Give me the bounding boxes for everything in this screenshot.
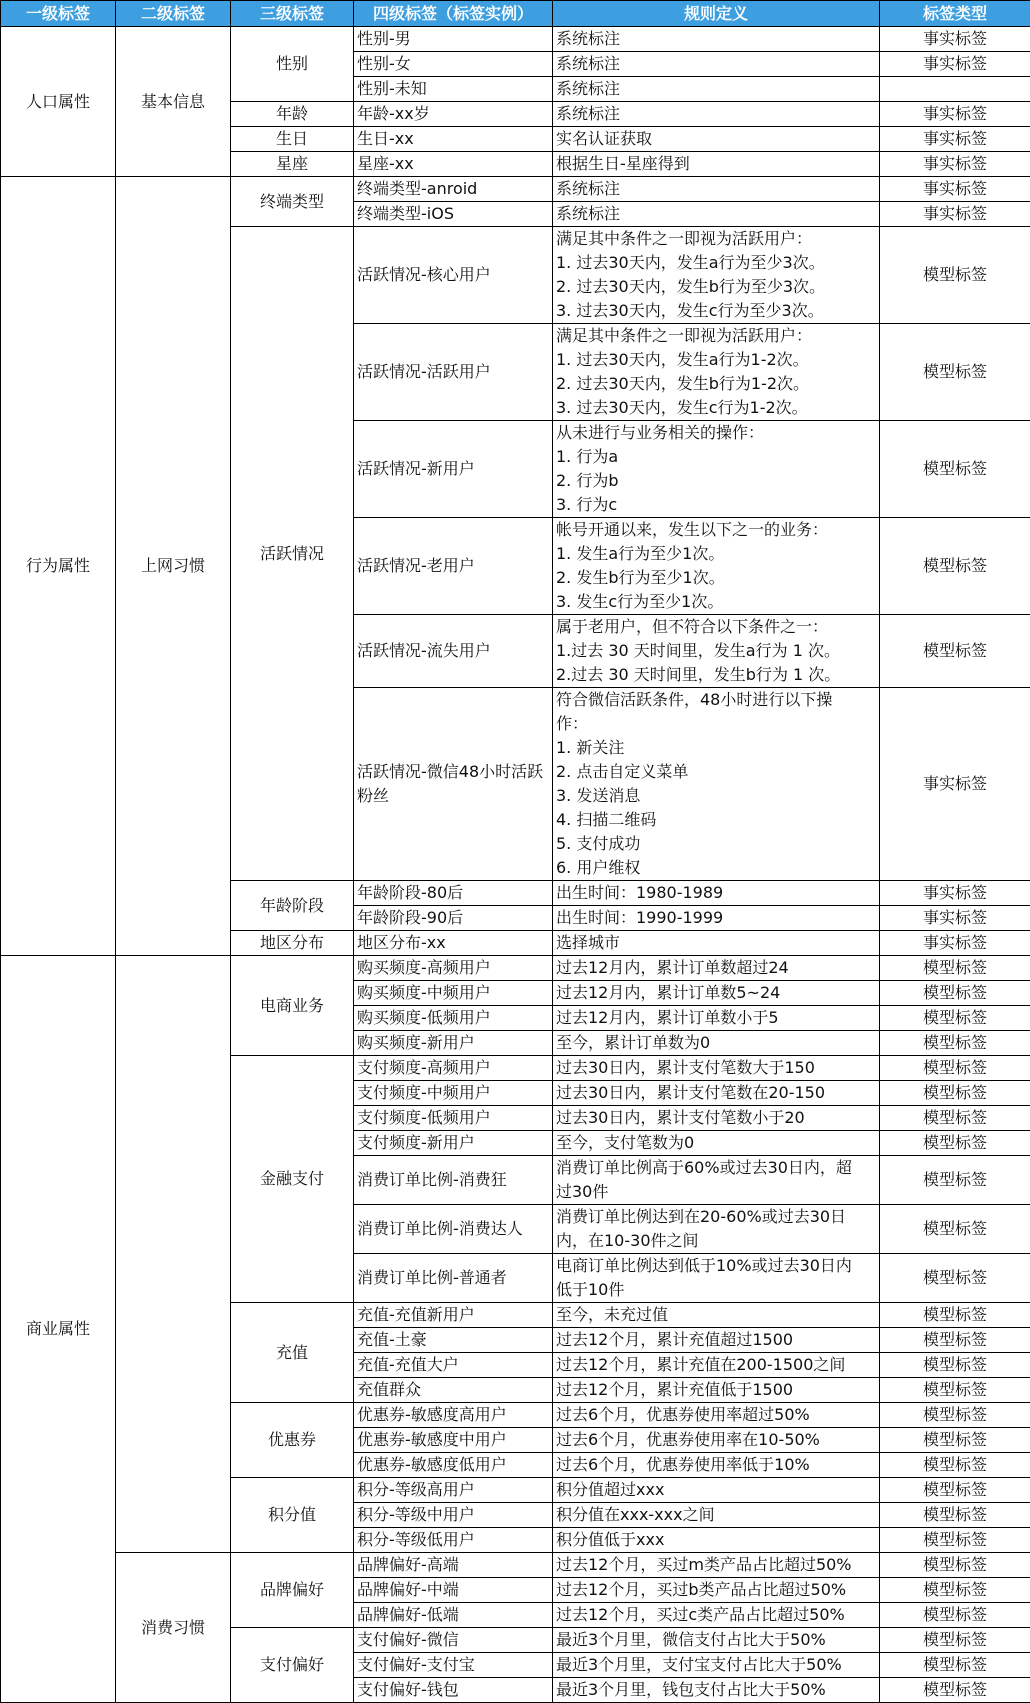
type-cell: 事实标签 xyxy=(880,27,1030,52)
level4-cell: 品牌偏好-低端 xyxy=(354,1603,553,1628)
rule-cell xyxy=(553,1031,880,1056)
rule-line: 3. 发生c行为至少1次。 xyxy=(556,590,876,614)
level3-cell: 活跃情况 xyxy=(231,227,354,881)
rule-line: 1.过去 30 天时间里，发生a行为 1 次。 xyxy=(556,639,876,663)
rule-line: 1. 新关注 xyxy=(556,736,876,760)
level3-cell: 星座 xyxy=(231,152,354,177)
level4-cell: 终端类型-anroid xyxy=(354,177,553,202)
level2-cell: 上网习惯 xyxy=(116,177,231,956)
level4-cell: 性别-男 xyxy=(354,27,553,52)
rule-cell xyxy=(553,1503,880,1528)
level4-cell: 消费订单比例-消费达人 xyxy=(354,1205,553,1254)
level4-cell: 年龄-xx岁 xyxy=(354,102,553,127)
rule-cell xyxy=(553,1478,880,1503)
rule-line: 至今，支付笔数为0 xyxy=(556,1131,876,1155)
rule-cell xyxy=(553,1006,880,1031)
level4-cell: 积分-等级低用户 xyxy=(354,1528,553,1553)
header-level2: 二级标签 xyxy=(116,1,231,27)
level2-cell: 消费习惯 xyxy=(116,1553,231,1703)
rule-cell xyxy=(553,518,880,615)
type-cell: 事实标签 xyxy=(880,881,1030,906)
level4-cell: 年龄阶段-90后 xyxy=(354,906,553,931)
rule-cell xyxy=(553,1528,880,1553)
type-cell: 模型标签 xyxy=(880,1131,1030,1156)
rule-line: 电商订单比例达到低于10%或过去30日内 xyxy=(556,1254,876,1278)
rule-line: 过去6个月，优惠券使用率超过50% xyxy=(556,1403,876,1427)
level3-cell: 性别 xyxy=(231,27,354,102)
rule-line: 6. 用户维权 xyxy=(556,856,876,880)
level4-cell: 活跃情况-微信48小时活跃粉丝 xyxy=(354,688,553,881)
level4-cell: 优惠券-敏感度高用户 xyxy=(354,1403,553,1428)
level1-cell: 商业属性 xyxy=(1,956,116,1703)
rule-line: 实名认证获取 xyxy=(556,127,876,151)
type-cell: 模型标签 xyxy=(880,421,1030,518)
table-row xyxy=(1,1553,1030,1578)
type-cell: 模型标签 xyxy=(880,1056,1030,1081)
level4-cell: 品牌偏好-中端 xyxy=(354,1578,553,1603)
header-level3: 三级标签 xyxy=(231,1,354,27)
type-cell: 模型标签 xyxy=(880,1603,1030,1628)
level4-cell: 星座-xx xyxy=(354,152,553,177)
table-body xyxy=(1,27,1030,1703)
rule-cell xyxy=(553,202,880,227)
type-cell: 模型标签 xyxy=(880,1254,1030,1303)
rule-line: 满足其中条件之一即视为活跃用户： xyxy=(556,324,876,348)
rule-line: 低于10件 xyxy=(556,1278,876,1302)
type-cell: 模型标签 xyxy=(880,1081,1030,1106)
rule-cell xyxy=(553,1106,880,1131)
type-cell: 事实标签 xyxy=(880,177,1030,202)
type-cell: 模型标签 xyxy=(880,1428,1030,1453)
rule-line: 最近3个月里，微信支付占比大于50% xyxy=(556,1628,876,1652)
rule-line: 系统标注 xyxy=(556,52,876,76)
type-cell: 模型标签 xyxy=(880,1478,1030,1503)
rule-line: 2. 发生b行为至少1次。 xyxy=(556,566,876,590)
rule-line: 1. 行为a xyxy=(556,445,876,469)
level4-cell: 活跃情况-新用户 xyxy=(354,421,553,518)
table-row xyxy=(1,956,1030,981)
level4-cell: 充值-充值大户 xyxy=(354,1353,553,1378)
rule-line: 2. 过去30天内，发生b行为1-2次。 xyxy=(556,372,876,396)
rule-line: 系统标注 xyxy=(556,177,876,201)
rule-cell xyxy=(553,1403,880,1428)
level4-cell: 支付频度-中频用户 xyxy=(354,1081,553,1106)
level3-cell: 年龄阶段 xyxy=(231,881,354,931)
level4-cell: 性别-未知 xyxy=(354,77,553,102)
rule-line: 选择城市 xyxy=(556,931,876,955)
rule-line: 系统标注 xyxy=(556,27,876,51)
rule-cell xyxy=(553,881,880,906)
rule-line: 5. 支付成功 xyxy=(556,832,876,856)
level4-cell: 性别-女 xyxy=(354,52,553,77)
rule-line: 满足其中条件之一即视为活跃用户： xyxy=(556,227,876,251)
type-cell: 模型标签 xyxy=(880,1453,1030,1478)
level4-cell: 支付频度-高频用户 xyxy=(354,1056,553,1081)
rule-cell xyxy=(553,1328,880,1353)
rule-cell xyxy=(553,77,880,102)
level4-cell: 活跃情况-流失用户 xyxy=(354,615,553,688)
type-cell: 模型标签 xyxy=(880,1303,1030,1328)
rule-cell xyxy=(553,27,880,52)
rule-line: 最近3个月里，钱包支付占比大于50% xyxy=(556,1678,876,1702)
rule-line: 系统标注 xyxy=(556,77,876,101)
table-row xyxy=(1,27,1030,52)
level4-cell: 充值-充值新用户 xyxy=(354,1303,553,1328)
rule-cell xyxy=(553,152,880,177)
type-cell: 模型标签 xyxy=(880,1653,1030,1678)
level4-cell: 终端类型-iOS xyxy=(354,202,553,227)
type-cell: 事实标签 xyxy=(880,52,1030,77)
rule-line: 过去12月内，累计订单数小于5 xyxy=(556,1006,876,1030)
rule-line: 3. 过去30天内，发生c行为至少3次。 xyxy=(556,299,876,323)
rule-line: 2. 过去30天内，发生b行为至少3次。 xyxy=(556,275,876,299)
rule-cell xyxy=(553,127,880,152)
rule-cell xyxy=(553,1254,880,1303)
rule-cell xyxy=(553,1653,880,1678)
rule-line: 内，在10-30件之间 xyxy=(556,1229,876,1253)
type-cell: 模型标签 xyxy=(880,981,1030,1006)
rule-cell xyxy=(553,1603,880,1628)
header-row xyxy=(1,1,1030,27)
rule-line: 2.过去 30 天时间里，发生b行为 1 次。 xyxy=(556,663,876,687)
level4-cell: 消费订单比例-普通者 xyxy=(354,1254,553,1303)
rule-cell xyxy=(553,102,880,127)
level3-cell: 金融支付 xyxy=(231,1056,354,1303)
rule-line: 过去12个月，买过b类产品占比超过50% xyxy=(556,1578,876,1602)
rule-cell xyxy=(553,177,880,202)
rule-line: 积分值超过xxx xyxy=(556,1478,876,1502)
rule-cell xyxy=(553,1156,880,1205)
rule-line: 积分值在xxx-xxx之间 xyxy=(556,1503,876,1527)
level4-cell: 优惠券-敏感度低用户 xyxy=(354,1453,553,1478)
level3-cell: 电商业务 xyxy=(231,956,354,1056)
rule-line: 过去12个月，买过m类产品占比超过50% xyxy=(556,1553,876,1577)
rule-line: 过去30日内，累计支付笔数大于150 xyxy=(556,1056,876,1080)
level4-cell: 购买频度-低频用户 xyxy=(354,1006,553,1031)
rule-cell xyxy=(553,1081,880,1106)
rule-cell xyxy=(553,956,880,981)
rule-cell xyxy=(553,1578,880,1603)
type-cell: 模型标签 xyxy=(880,1205,1030,1254)
rule-line: 系统标注 xyxy=(556,102,876,126)
rule-line: 从未进行与业务相关的操作： xyxy=(556,421,876,445)
rule-cell xyxy=(553,1056,880,1081)
type-cell: 模型标签 xyxy=(880,1503,1030,1528)
rule-line: 出生时间：1990-1999 xyxy=(556,906,876,930)
level3-cell: 积分值 xyxy=(231,1478,354,1553)
level3-cell: 生日 xyxy=(231,127,354,152)
level4-cell: 活跃情况-活跃用户 xyxy=(354,324,553,421)
type-cell: 模型标签 xyxy=(880,1328,1030,1353)
level4-cell: 活跃情况-老用户 xyxy=(354,518,553,615)
rule-cell xyxy=(553,1205,880,1254)
type-cell: 模型标签 xyxy=(880,1578,1030,1603)
level3-cell: 充值 xyxy=(231,1303,354,1403)
type-cell: 模型标签 xyxy=(880,1106,1030,1131)
level3-cell: 品牌偏好 xyxy=(231,1553,354,1628)
rule-line: 过去6个月，优惠券使用率低于10% xyxy=(556,1453,876,1477)
level1-cell: 人口属性 xyxy=(1,27,116,177)
rule-cell xyxy=(553,324,880,421)
level4-cell: 消费订单比例-消费狂 xyxy=(354,1156,553,1205)
level4-cell: 品牌偏好-高端 xyxy=(354,1553,553,1578)
rule-cell xyxy=(553,1428,880,1453)
type-cell: 模型标签 xyxy=(880,324,1030,421)
type-cell: 模型标签 xyxy=(880,615,1030,688)
rule-line: 过30件 xyxy=(556,1180,876,1204)
rule-line: 过去6个月，优惠券使用率在10-50% xyxy=(556,1428,876,1452)
rule-cell xyxy=(553,931,880,956)
rule-line: 属于老用户，但不符合以下条件之一： xyxy=(556,615,876,639)
type-cell: 事实标签 xyxy=(880,688,1030,881)
type-cell: 模型标签 xyxy=(880,1353,1030,1378)
rule-line: 过去12个月，累计充值超过1500 xyxy=(556,1328,876,1352)
type-cell: 事实标签 xyxy=(880,152,1030,177)
type-cell: 模型标签 xyxy=(880,1678,1030,1703)
table-row xyxy=(1,177,1030,202)
level3-cell: 终端类型 xyxy=(231,177,354,227)
rule-line: 最近3个月里，支付宝支付占比大于50% xyxy=(556,1653,876,1677)
rule-line: 过去12个月，累计充值低于1500 xyxy=(556,1378,876,1402)
rule-cell xyxy=(553,981,880,1006)
rule-line: 2. 行为b xyxy=(556,469,876,493)
type-cell: 事实标签 xyxy=(880,906,1030,931)
level1-cell: 行为属性 xyxy=(1,177,116,956)
rule-line: 符合微信活跃条件，48小时进行以下操 xyxy=(556,688,876,712)
rule-line: 积分值低于xxx xyxy=(556,1528,876,1552)
type-cell: 事实标签 xyxy=(880,931,1030,956)
rule-cell xyxy=(553,1628,880,1653)
type-cell: 模型标签 xyxy=(880,1403,1030,1428)
type-cell: 模型标签 xyxy=(880,1628,1030,1653)
rule-line: 帐号开通以来，发生以下之一的业务： xyxy=(556,518,876,542)
level4-cell: 年龄阶段-80后 xyxy=(354,881,553,906)
rule-line: 出生时间：1980-1989 xyxy=(556,881,876,905)
type-cell: 模型标签 xyxy=(880,518,1030,615)
level4-cell: 地区分布-xx xyxy=(354,931,553,956)
level4-cell: 积分-等级中用户 xyxy=(354,1503,553,1528)
type-cell: 模型标签 xyxy=(880,1156,1030,1205)
rule-line: 过去12月内，累计订单数超过24 xyxy=(556,956,876,980)
level3-cell: 年龄 xyxy=(231,102,354,127)
rule-cell xyxy=(553,1553,880,1578)
rule-line: 消费订单比例达到在20-60%或过去30日 xyxy=(556,1205,876,1229)
rule-cell xyxy=(553,1131,880,1156)
rule-cell xyxy=(553,615,880,688)
level4-cell: 支付偏好-钱包 xyxy=(354,1678,553,1703)
level4-cell: 购买频度-新用户 xyxy=(354,1031,553,1056)
rule-line: 过去12月内，累计订单数5~24 xyxy=(556,981,876,1005)
rule-line: 系统标注 xyxy=(556,202,876,226)
rule-cell xyxy=(553,227,880,324)
rule-line: 至今，累计订单数为0 xyxy=(556,1031,876,1055)
header-type: 标签类型 xyxy=(880,1,1030,27)
rule-line: 至今，未充过值 xyxy=(556,1303,876,1327)
rule-line: 消费订单比例高于60%或过去30日内，超 xyxy=(556,1156,876,1180)
type-cell xyxy=(880,77,1030,102)
level3-cell: 优惠券 xyxy=(231,1403,354,1478)
level3-cell: 支付偏好 xyxy=(231,1628,354,1703)
rule-line: 3. 发送消息 xyxy=(556,784,876,808)
type-cell: 事实标签 xyxy=(880,102,1030,127)
rule-cell xyxy=(553,1678,880,1703)
type-cell: 模型标签 xyxy=(880,1006,1030,1031)
rule-line: 1. 过去30天内，发生a行为至少3次。 xyxy=(556,251,876,275)
rule-line: 过去30日内，累计支付笔数小于20 xyxy=(556,1106,876,1130)
rule-cell xyxy=(553,421,880,518)
level4-cell: 活跃情况-核心用户 xyxy=(354,227,553,324)
level2-cell: 基本信息 xyxy=(116,27,231,177)
type-cell: 模型标签 xyxy=(880,1031,1030,1056)
type-cell: 模型标签 xyxy=(880,227,1030,324)
header-rule: 规则定义 xyxy=(553,1,880,27)
rule-line: 2. 点击自定义菜单 xyxy=(556,760,876,784)
rule-line: 4. 扫描二维码 xyxy=(556,808,876,832)
rule-line: 根据生日-星座得到 xyxy=(556,152,876,176)
level4-cell: 支付频度-新用户 xyxy=(354,1131,553,1156)
type-cell: 模型标签 xyxy=(880,1553,1030,1578)
rule-cell xyxy=(553,1353,880,1378)
rule-line: 过去12个月，累计充值在200-1500之间 xyxy=(556,1353,876,1377)
level3-cell: 地区分布 xyxy=(231,931,354,956)
level4-cell: 积分-等级高用户 xyxy=(354,1478,553,1503)
type-cell: 事实标签 xyxy=(880,202,1030,227)
rule-line: 3. 过去30天内，发生c行为1-2次。 xyxy=(556,396,876,420)
rule-line: 过去30日内，累计支付笔数在20-150 xyxy=(556,1081,876,1105)
rule-line: 3. 行为c xyxy=(556,493,876,517)
rule-cell xyxy=(553,1303,880,1328)
rule-cell xyxy=(553,1378,880,1403)
rule-cell xyxy=(553,688,880,881)
level4-cell: 优惠券-敏感度中用户 xyxy=(354,1428,553,1453)
level4-cell: 充值群众 xyxy=(354,1378,553,1403)
type-cell: 事实标签 xyxy=(880,127,1030,152)
type-cell: 模型标签 xyxy=(880,1378,1030,1403)
rule-cell xyxy=(553,52,880,77)
level4-cell: 购买频度-中频用户 xyxy=(354,981,553,1006)
level4-cell: 购买频度-高频用户 xyxy=(354,956,553,981)
level4-cell: 支付频度-低频用户 xyxy=(354,1106,553,1131)
rule-line: 作： xyxy=(556,712,876,736)
rule-cell xyxy=(553,906,880,931)
level2-cell xyxy=(116,956,231,1553)
type-cell: 模型标签 xyxy=(880,956,1030,981)
rule-line: 过去12个月，买过c类产品占比超过50% xyxy=(556,1603,876,1627)
level4-cell: 支付偏好-微信 xyxy=(354,1628,553,1653)
header-level4: 四级标签（标签实例） xyxy=(354,1,553,27)
rule-cell xyxy=(553,1453,880,1478)
header-level1: 一级标签 xyxy=(1,1,116,27)
level4-cell: 支付偏好-支付宝 xyxy=(354,1653,553,1678)
rule-line: 1. 发生a行为至少1次。 xyxy=(556,542,876,566)
level4-cell: 充值-土豪 xyxy=(354,1328,553,1353)
rule-line: 1. 过去30天内，发生a行为1-2次。 xyxy=(556,348,876,372)
type-cell: 模型标签 xyxy=(880,1528,1030,1553)
level4-cell: 生日-xx xyxy=(354,127,553,152)
